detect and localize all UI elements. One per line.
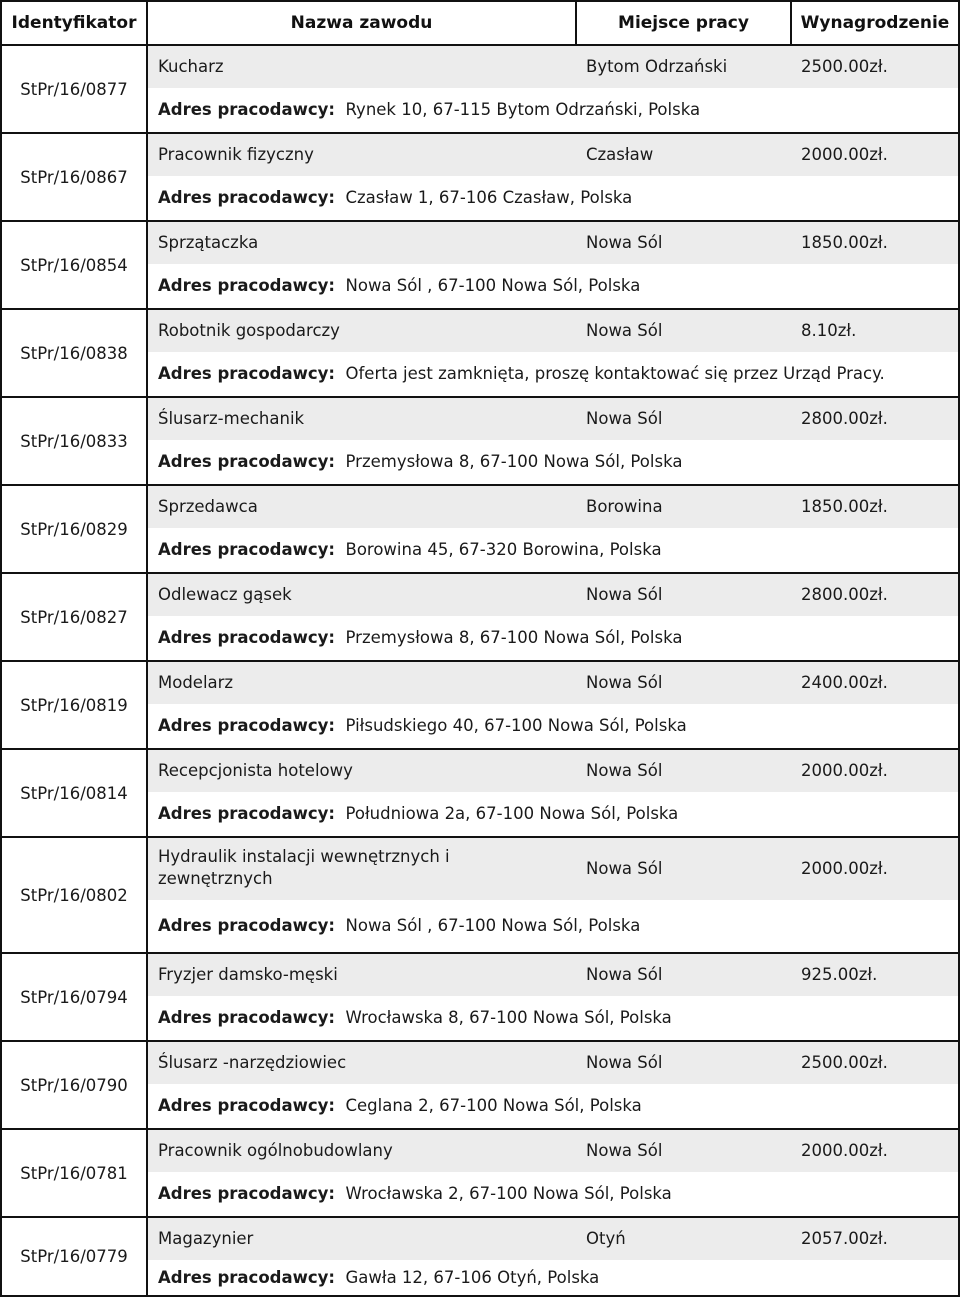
header-workplace: Miejsce pracy (575, 0, 792, 46)
offer-id: StPr/16/0833 (0, 396, 148, 486)
employer-address (158, 803, 678, 825)
offer-id: StPr/16/0827 (0, 572, 148, 662)
offer-id: StPr/16/0838 (0, 308, 148, 398)
employer-address (158, 539, 662, 561)
job-name: Robotnik gospodarczy (158, 321, 340, 340)
address-label: Adres pracodawcy: (158, 628, 335, 647)
job-name: Magazynier (158, 1229, 254, 1248)
address-value: Oferta jest zamknięta, proszę kontaktować się przez Urząd Pracy. (345, 364, 885, 383)
offer-details (146, 132, 960, 222)
offer-details (146, 1128, 960, 1218)
offer-id: StPr/16/0819 (0, 660, 148, 750)
employer-address (158, 627, 682, 649)
address-value: Borowina 45, 67-320 Borowina, Polska (345, 540, 662, 559)
offer-details (146, 952, 960, 1042)
address-value: Gawła 12, 67-106 Otyń, Polska (345, 1268, 600, 1287)
address-value: Rynek 10, 67-115 Bytom Odrzański, Polska (345, 100, 701, 119)
offer-details (146, 572, 960, 662)
offer-details (146, 220, 960, 310)
offer-id: StPr/16/0877 (0, 44, 148, 134)
salary: 2500.00zł. (801, 1053, 888, 1072)
address-value: Ceglana 2, 67-100 Nowa Sól, Polska (345, 1096, 642, 1115)
workplace: Nowa Sól (586, 321, 663, 340)
offer-id: StPr/16/0814 (0, 748, 148, 838)
address-label: Adres pracodawcy: (158, 188, 335, 207)
address-label: Adres pracodawcy: (158, 716, 335, 735)
salary: 2400.00zł. (801, 673, 888, 692)
job-name: Ślusarz-mechanik (158, 409, 305, 428)
address-label: Adres pracodawcy: (158, 1184, 335, 1203)
offer-id: StPr/16/0790 (0, 1040, 148, 1130)
workplace: Borowina (586, 497, 663, 516)
offer-id: StPr/16/0802 (0, 836, 148, 954)
offer-id: StPr/16/0829 (0, 484, 148, 574)
job-name: Pracownik ogólnobudowlany (158, 1141, 393, 1160)
offer-details (146, 44, 960, 134)
address-value: Nowa Sól , 67-100 Nowa Sól, Polska (345, 916, 641, 935)
job-name: Fryzjer damsko-męski (158, 965, 338, 984)
offer-details (146, 396, 960, 486)
workplace: Nowa Sól (586, 233, 663, 252)
offer-id: StPr/16/0854 (0, 220, 148, 310)
workplace: Nowa Sól (586, 859, 663, 878)
address-value: Nowa Sól , 67-100 Nowa Sól, Polska (345, 276, 641, 295)
workplace: Nowa Sól (586, 409, 663, 428)
address-value: Piłsudskiego 40, 67-100 Nowa Sól, Polska (345, 716, 687, 735)
salary: 925.00zł. (801, 965, 878, 984)
address-value: Wrocławska 8, 67-100 Nowa Sól, Polska (345, 1008, 672, 1027)
employer-address (158, 1267, 599, 1289)
offer-details (146, 308, 960, 398)
job-name: Hydraulik instalacji wewnętrznych i zewnętrznych (158, 847, 450, 888)
salary: 2800.00zł. (801, 409, 888, 428)
job-name: Sprzątaczka (158, 233, 259, 252)
offer-details (146, 484, 960, 574)
address-value: Wrocławska 2, 67-100 Nowa Sól, Polska (345, 1184, 672, 1203)
offer-details (146, 1040, 960, 1130)
job-name: Odlewacz gąsek (158, 585, 292, 604)
workplace: Nowa Sól (586, 1053, 663, 1072)
address-label: Adres pracodawcy: (158, 364, 335, 383)
job-name: Pracownik fizyczny (158, 145, 314, 164)
salary: 1850.00zł. (801, 497, 888, 516)
salary: 2057.00zł. (801, 1229, 888, 1248)
address-value: Czasław 1, 67-106 Czasław, Polska (345, 188, 633, 207)
employer-address (158, 915, 640, 937)
employer-address (158, 99, 700, 121)
offer-details (146, 748, 960, 838)
employer-address (158, 1007, 672, 1029)
salary: 2000.00zł. (801, 145, 888, 164)
address-label: Adres pracodawcy: (158, 276, 335, 295)
workplace: Nowa Sól (586, 673, 663, 692)
job-name: Recepcjonista hotelowy (158, 761, 353, 780)
employer-address (158, 1095, 642, 1117)
salary: 1850.00zł. (801, 233, 888, 252)
workplace: Otyń (586, 1229, 626, 1248)
address-label: Adres pracodawcy: (158, 1268, 335, 1287)
offer-details (146, 836, 960, 954)
address-label: Adres pracodawcy: (158, 540, 335, 559)
employer-address (158, 1183, 672, 1205)
header-salary: Wynagrodzenie (790, 0, 960, 46)
workplace: Bytom Odrzański (586, 57, 728, 76)
employer-address (158, 187, 632, 209)
offer-details (146, 1216, 960, 1297)
offer-details (146, 660, 960, 750)
offer-id: StPr/16/0867 (0, 132, 148, 222)
offer-id: StPr/16/0779 (0, 1216, 148, 1297)
job-name: Ślusarz -narzędziowiec (158, 1053, 347, 1072)
workplace: Nowa Sól (586, 585, 663, 604)
employer-address (158, 275, 640, 297)
header-identifier: Identyfikator (0, 0, 148, 46)
job-name: Modelarz (158, 673, 234, 692)
workplace: Nowa Sól (586, 965, 663, 984)
address-label: Adres pracodawcy: (158, 916, 335, 935)
salary: 2800.00zł. (801, 585, 888, 604)
address-label: Adres pracodawcy: (158, 1096, 335, 1115)
salary: 2000.00zł. (801, 859, 888, 878)
salary: 8.10zł. (801, 321, 857, 340)
workplace: Nowa Sól (586, 1141, 663, 1160)
header-job-name: Nazwa zawodu (146, 0, 577, 46)
salary: 2000.00zł. (801, 1141, 888, 1160)
job-name: Sprzedawca (158, 497, 258, 516)
offer-id: StPr/16/0794 (0, 952, 148, 1042)
salary: 2500.00zł. (801, 57, 888, 76)
address-value: Przemysłowa 8, 67-100 Nowa Sól, Polska (345, 452, 683, 471)
address-value: Południowa 2a, 67-100 Nowa Sól, Polska (345, 804, 679, 823)
employer-address (158, 451, 682, 473)
address-label: Adres pracodawcy: (158, 1008, 335, 1027)
workplace: Czasław (586, 145, 654, 164)
employer-address (158, 715, 687, 737)
address-value: Przemysłowa 8, 67-100 Nowa Sól, Polska (345, 628, 683, 647)
workplace: Nowa Sól (586, 761, 663, 780)
offer-id: StPr/16/0781 (0, 1128, 148, 1218)
employer-address (158, 363, 885, 385)
salary: 2000.00zł. (801, 761, 888, 780)
address-label: Adres pracodawcy: (158, 100, 335, 119)
job-name: Kucharz (158, 57, 224, 76)
address-label: Adres pracodawcy: (158, 452, 335, 471)
address-label: Adres pracodawcy: (158, 804, 335, 823)
